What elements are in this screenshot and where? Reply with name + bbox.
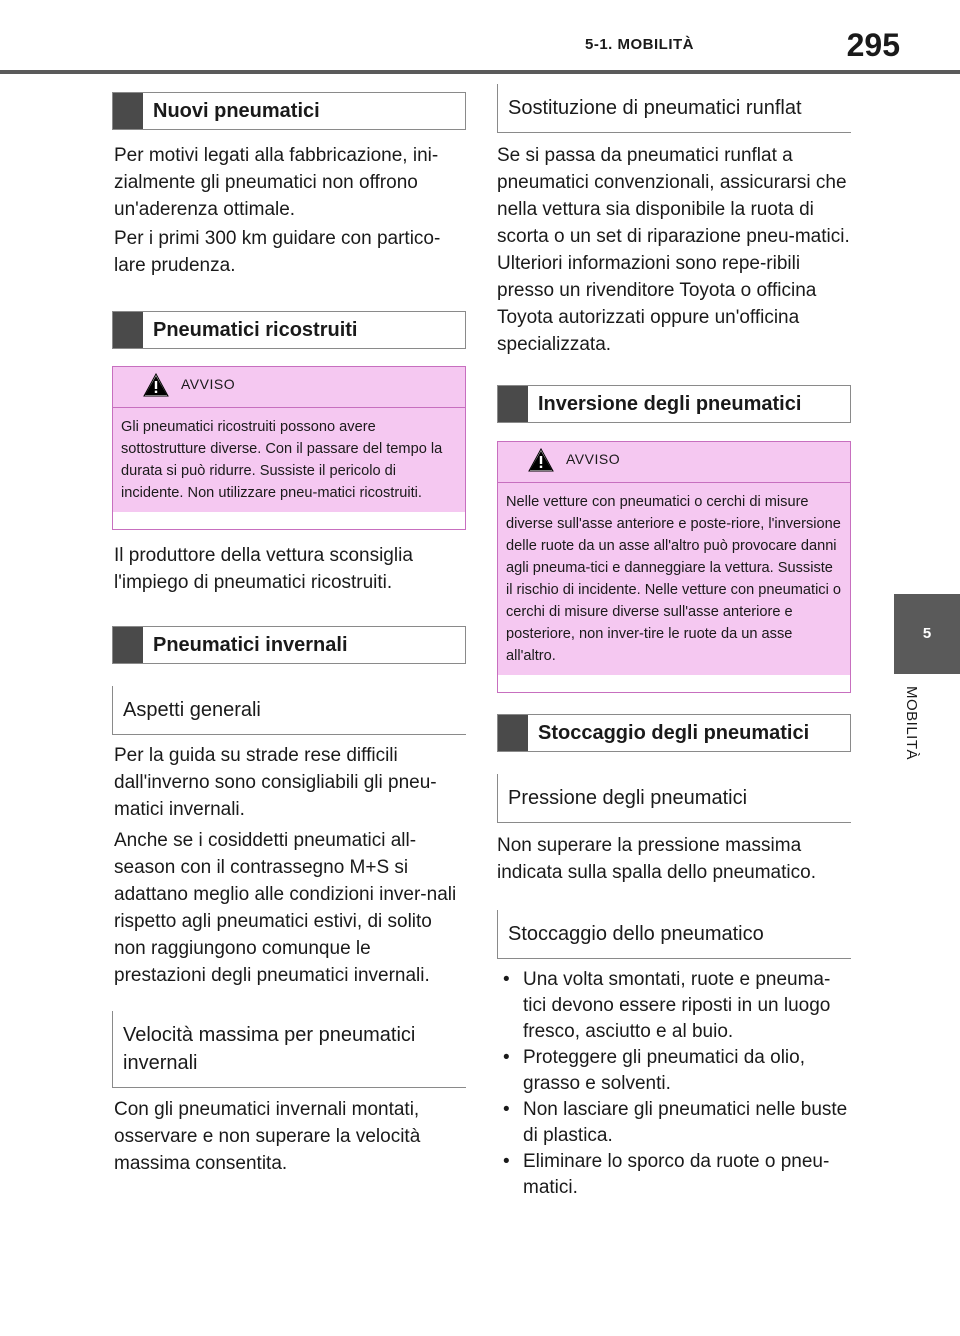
heading-text: Pneumatici invernali xyxy=(153,633,348,656)
warning-title: AVVISO xyxy=(181,376,236,392)
subheading-aspetti-generali: Aspetti generali xyxy=(112,686,466,735)
paragraph: Se si passa da pneumatici runflat a pneumatici convenzionali, assicurarsi che nella vettura sia disponibile la ruota di scorta o un set di riparazione pneu-matici. Ulteriori informazioni sono repe-ribili presso un rivenditore Toyota o officina Toyota autorizzati oppure un'officina specializzata. xyxy=(497,145,850,355)
paragraph: Per i primi 300 km guidare con partico-lare prudenza. xyxy=(114,228,441,276)
heading-text: Inversione degli pneumatici xyxy=(538,392,802,415)
paragraph: Il produttore della vettura sconsiglia l'impiego di pneumatici ricostruiti. xyxy=(114,545,413,593)
heading-bar xyxy=(113,312,143,348)
page-number: 295 xyxy=(846,27,900,63)
warning-header xyxy=(113,367,465,408)
list-item: • Non lasciare gli pneumatici nelle buste di plastica. xyxy=(497,1097,851,1149)
section-title: 5-1. MOBILITÀ xyxy=(585,36,695,53)
heading-bar xyxy=(113,93,143,129)
header-rule xyxy=(0,70,960,74)
warning-triangle-icon xyxy=(528,448,554,472)
heading-text: Nuovi pneumatici xyxy=(153,99,320,122)
bullet-list xyxy=(497,967,851,1201)
heading-pneumatici-ricostruiti xyxy=(112,311,466,349)
subheading-pressione: Pressione degli pneumatici xyxy=(497,774,851,823)
list-item: • Eliminare lo sporco da ruote o pneu-matici. xyxy=(497,1149,851,1201)
paragraph: Per la guida su strade rese difficili dall'inverno sono consigliabili gli pneu-matici invernali. xyxy=(114,745,437,820)
heading-inversione xyxy=(497,385,851,423)
heading-stoccaggio xyxy=(497,714,851,752)
paragraph: Non superare la pressione massima indicata sulla spalla dello pneumatico. xyxy=(497,835,816,883)
heading-pneumatici-invernali xyxy=(112,626,466,664)
warning-box xyxy=(497,441,851,693)
heading-nuovi-pneumatici xyxy=(112,92,466,130)
subheading-velocita-massima: Velocità massima per pneumatici invernali xyxy=(112,1011,466,1088)
paragraph: Anche se i cosiddetti pneumatici all-season con il contrassegno M+S si adattano meglio alle condizioni inver-nali rispetto agli pneumatici estivi, di solito non raggiungono comunque le prestazioni degli pneumatici invernali. xyxy=(114,830,457,986)
chapter-label-text: MOBILITÀ xyxy=(903,686,920,761)
heading-text: Pneumatici ricostruiti xyxy=(153,318,358,341)
chapter-tab[interactable]: 5 xyxy=(894,594,960,674)
subheading-stoccaggio-pneumatico: Stoccaggio dello pneumatico xyxy=(497,910,851,959)
warning-triangle-icon xyxy=(143,373,169,397)
list-item: • Proteggere gli pneumatici da olio, grasso e solventi. xyxy=(497,1045,851,1097)
warning-box xyxy=(112,366,466,530)
heading-bar xyxy=(113,627,143,663)
chapter-label xyxy=(898,686,928,796)
paragraph: Con gli pneumatici invernali montati, osservare e non superare la velocità massima consentita. xyxy=(114,1099,421,1174)
heading-bar xyxy=(498,386,528,422)
warning-header xyxy=(498,442,850,483)
warning-text: Nelle vetture con pneumatici o cerchi di misure diverse sull'asse anteriore e poste-riore, l'inversione delle ruote da un asse all'altro può provocare danni agli pneuma-tici e danneggiare la vettura. Sussiste il rischio di incidente. Nelle vetture con pneumatici o cerchi di misure diverse sull'asse anteriore e posteriore, non inver-tire le ruote da un asse all'altro. xyxy=(498,483,850,675)
list-item: • Una volta smontati, ruote e pneuma-tici devono essere riposti in un luogo fresco, asciutto e al buio. xyxy=(497,967,851,1045)
subheading-runflat: Sostituzione di pneumatici runflat xyxy=(497,84,851,133)
heading-bar xyxy=(498,715,528,751)
paragraph: Per motivi legati alla fabbricazione, ini-zialmente gli pneumatici non offrono un'aderenza ottimale. xyxy=(114,145,439,220)
warning-title: AVVISO xyxy=(566,451,621,467)
warning-text: Gli pneumatici ricostruiti possono avere sottostrutture diverse. Con il passare del tempo la durata si può ridurre. Sussiste il pericolo di incidente. Non utilizzare pneu-matici ricostruiti. xyxy=(113,408,465,512)
heading-text: Stoccaggio degli pneumatici xyxy=(538,721,810,744)
